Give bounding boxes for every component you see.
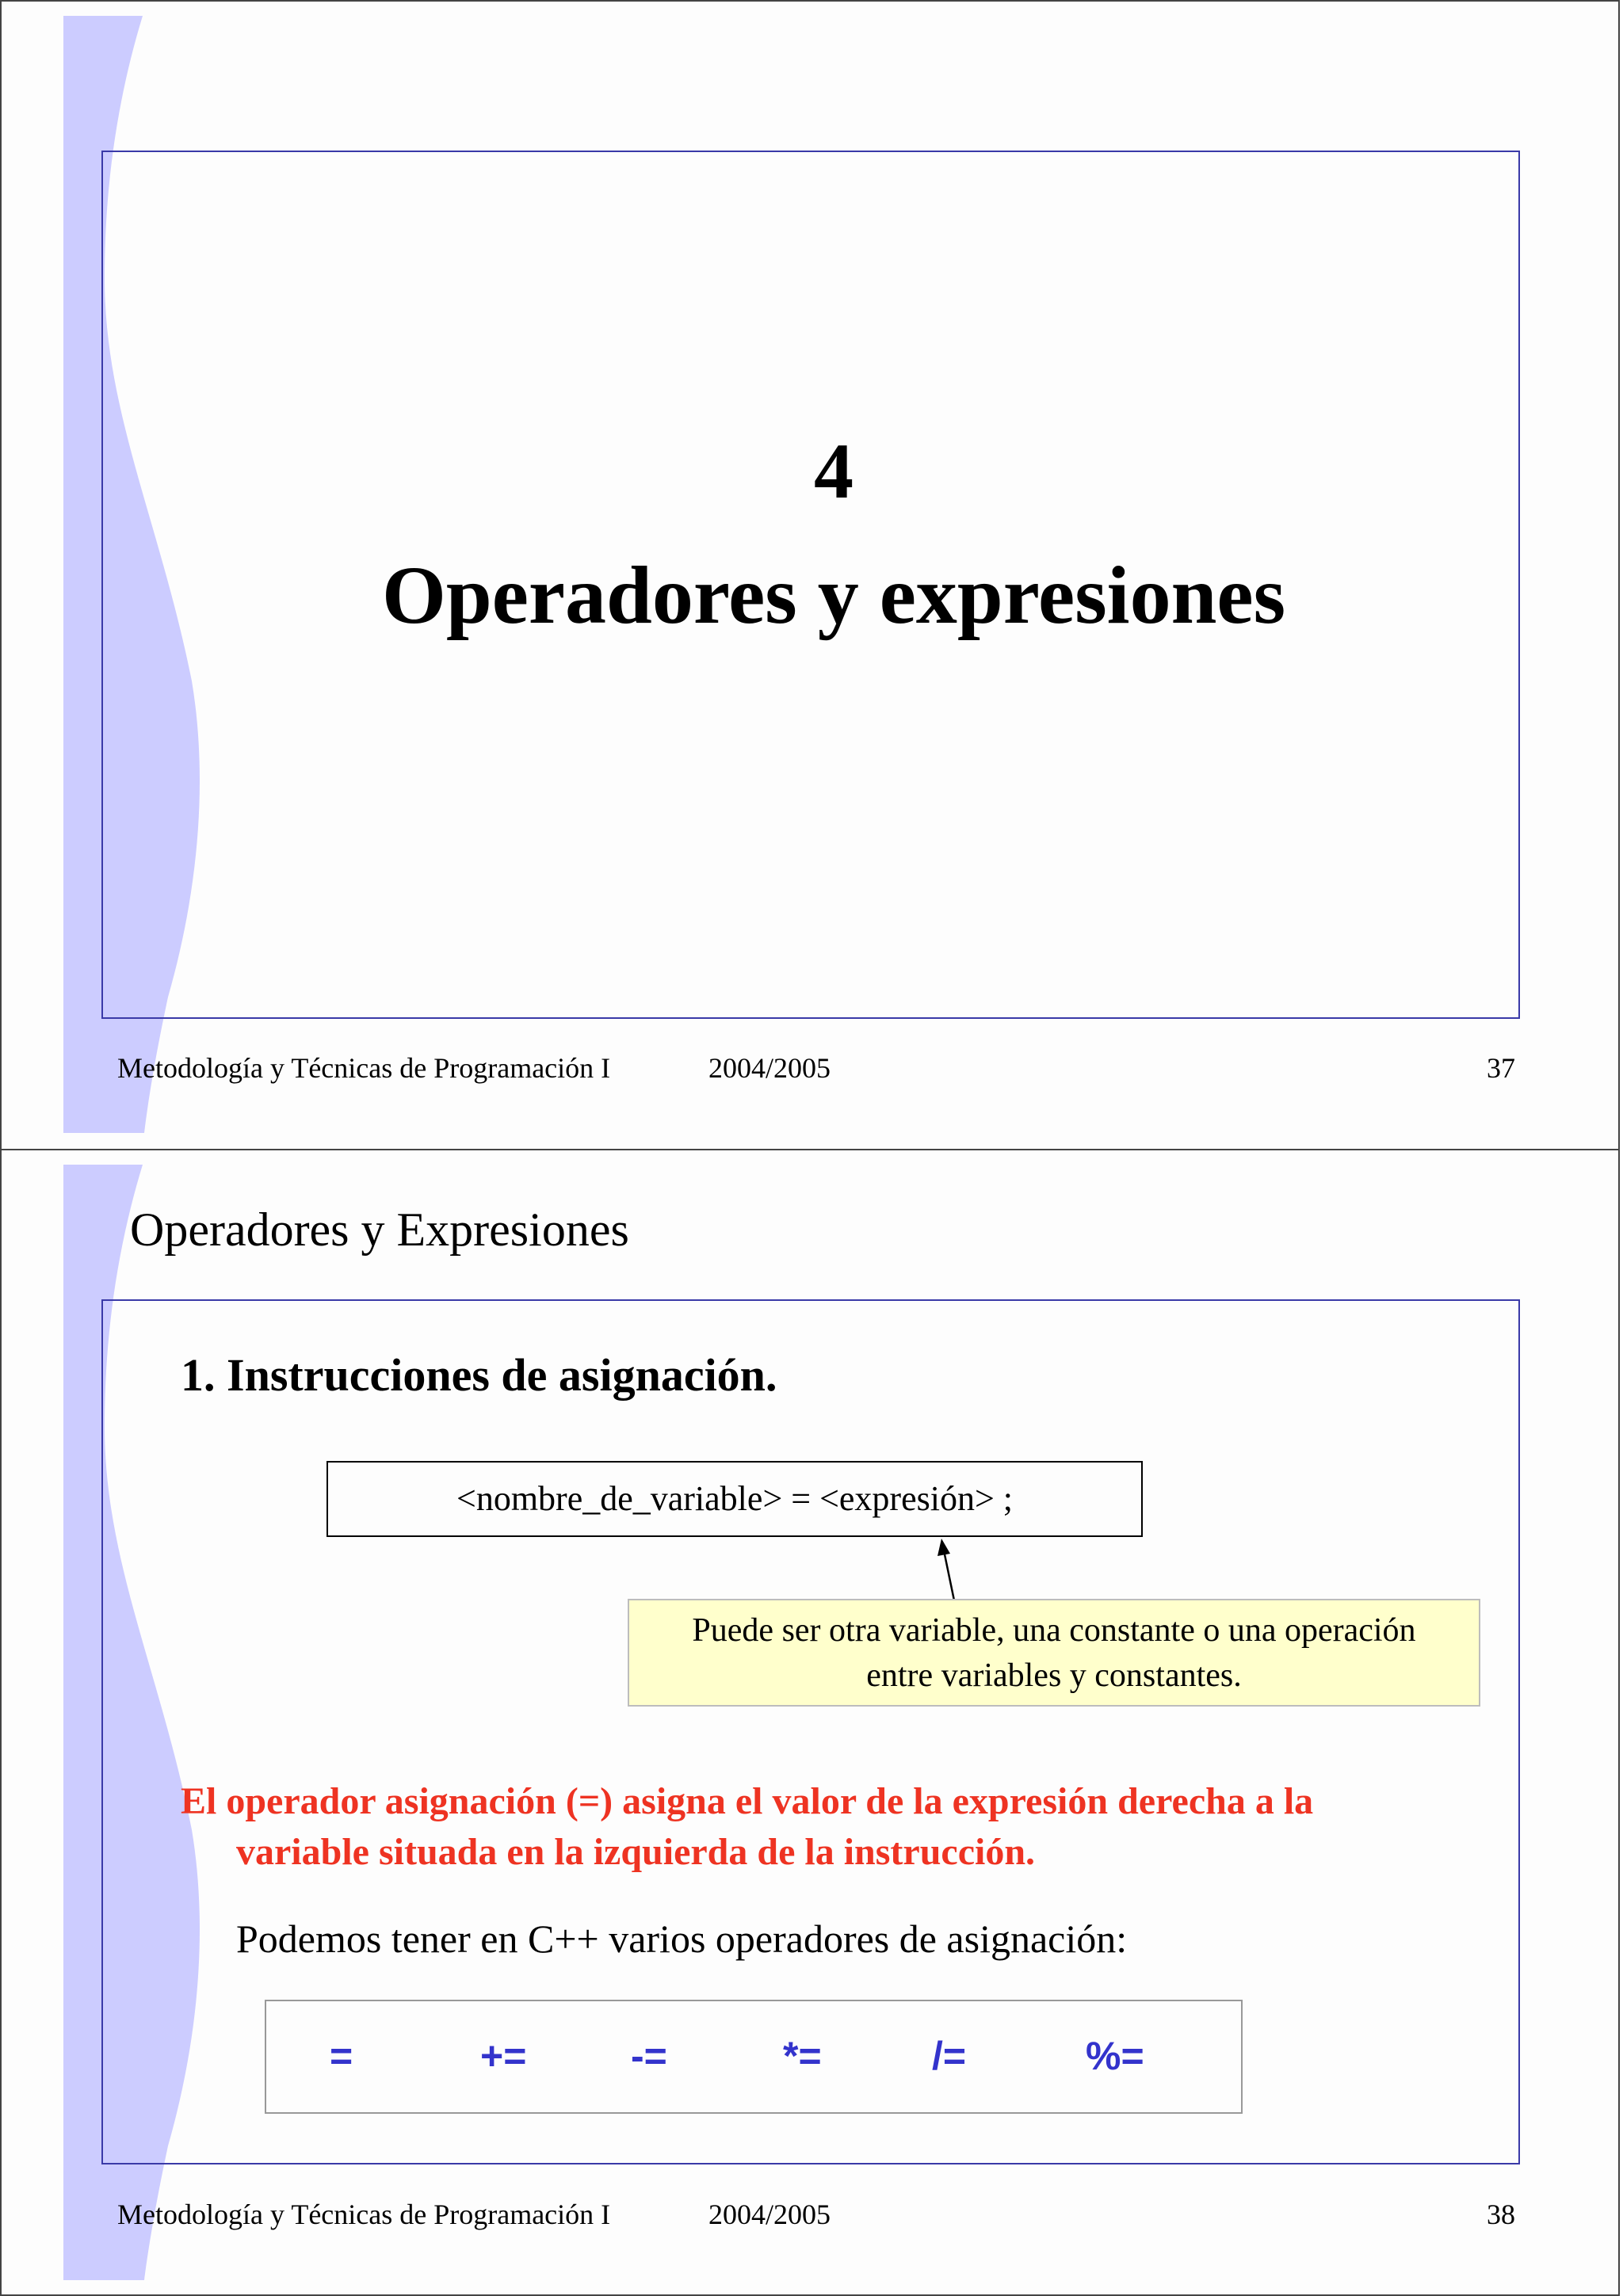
footer-page-number: 38: [1487, 2199, 1515, 2230]
footer-course: Metodología y Técnicas de Programación I: [117, 1052, 611, 1084]
chapter-title: Operadores y expresiones: [381, 550, 1286, 641]
operator-mod-assign: %=: [1086, 2034, 1144, 2078]
note-line-2: entre variables y constantes.: [866, 1657, 1242, 1694]
operator-sub-assign: -=: [631, 2034, 667, 2078]
footer-course: Metodología y Técnicas de Programación I: [117, 2199, 611, 2230]
slide-37: [0, 0, 1620, 1150]
callout-note: [628, 1599, 1480, 1707]
section-heading: 1. Instrucciones de asignación.: [181, 1349, 777, 1401]
operator-mul-assign: *=: [783, 2034, 822, 2078]
explanation-line-2: variable situada en la izquierda de la instrucción.: [236, 1831, 1036, 1873]
slide-38: [0, 1149, 1620, 2296]
explanation-line-1: El operador asignación (=) asigna el valor de la expresión derecha a la: [181, 1780, 1314, 1822]
syntax-box: <nombre_de_variable> = <expresión> ;: [327, 1461, 1143, 1537]
footer-year: 2004/2005: [708, 1052, 831, 1084]
note-line-1: Puede ser otra variable, una constante o una operación: [692, 1612, 1416, 1649]
footer-year: 2004/2005: [708, 2199, 831, 2230]
operator-assign: =: [330, 2034, 353, 2078]
slide-title: Operadores y Expresiones: [130, 1203, 629, 1256]
operator-add-assign: +=: [480, 2034, 527, 2078]
operators-box: [265, 2000, 1243, 2114]
footer-page-number: 37: [1487, 1052, 1515, 1084]
assignment-explanation: [181, 1776, 1528, 1878]
operator-div-assign: /=: [932, 2034, 967, 2078]
chapter-number: 4: [814, 427, 854, 515]
operators-intro: Podemos tener en C++ varios operadores de asignación:: [236, 1917, 1128, 1961]
